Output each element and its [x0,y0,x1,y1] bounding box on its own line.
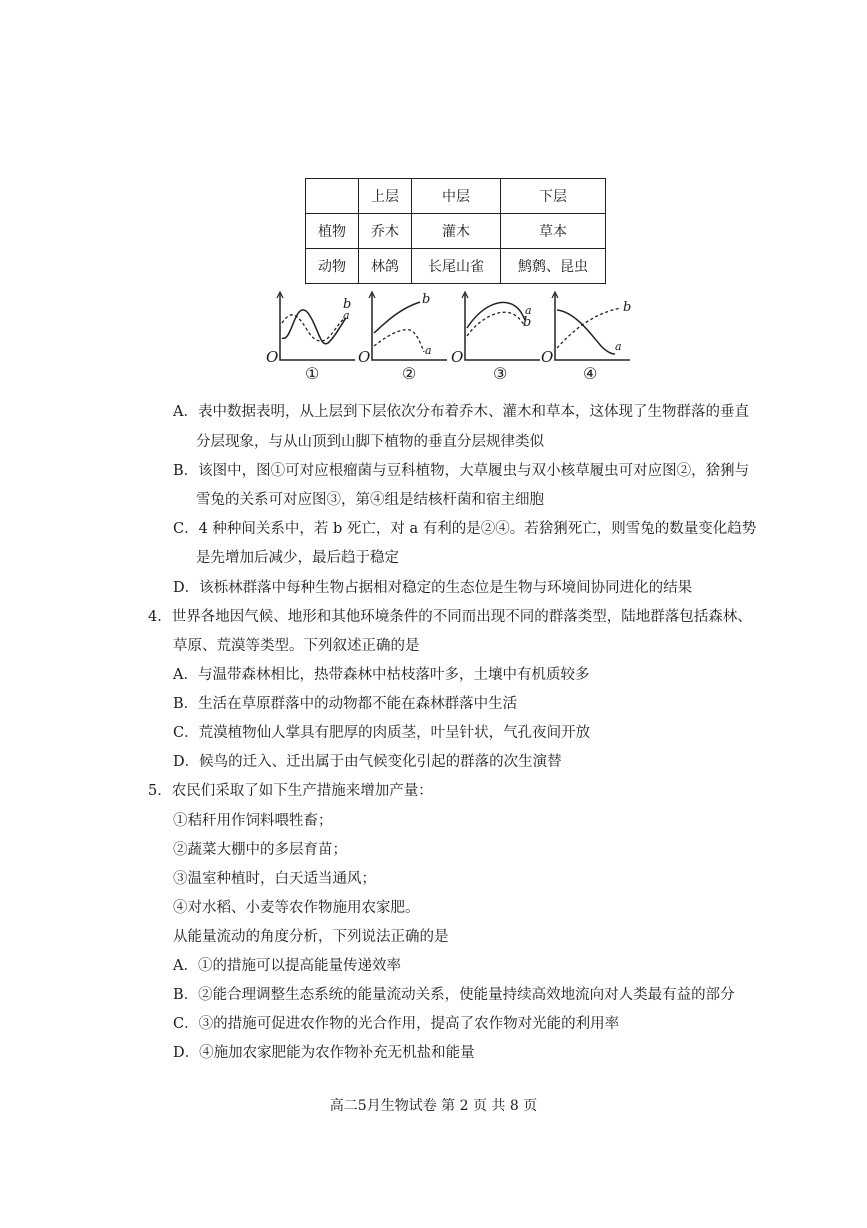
graph-label: ① [305,364,320,383]
q3-option-b: B．该图中，图①可对应根瘤菌与豆科植物，大草履虫与双小核草履虫可对应图②，猞猁与 [173,463,750,479]
table-row [306,249,606,284]
q5-option-d: D．④施加农家肥能为农作物补充无机盐和能量 [173,1045,475,1061]
curve-label: a [615,340,622,353]
origin-label: O [358,348,371,366]
q5-measure-3: ③温室种植时，白天适当通风； [173,871,376,887]
table-cell: 鹪鹩、昆虫 [501,249,606,284]
curve-label: b [422,292,431,307]
curve-b [374,302,420,333]
origin-label: O [541,348,554,366]
q4-stem-cont: 草原、荒漠等类型。下列叙述正确的是 [173,638,420,654]
table-cell: 中层 [412,179,501,214]
graph-label: ④ [583,364,598,383]
curve-label: b [523,315,532,330]
curve-label: a [425,344,432,357]
q5-option-a: A．①的措施可以提高能量传递效率 [173,958,401,974]
q4-option-b: B．生活在草原群落中的动物都不能在森林群落中生活 [173,696,518,712]
graph-3 [451,288,545,388]
q3-option-c: C．4 种种间关系中，若 b 死亡，对 a 有利的是②④。若猞猁死亡，则雪兔的数量变化趋势 [173,521,757,537]
curve-label: b [343,297,352,312]
graph-1 [266,288,360,388]
q4-option-a: A．与温带森林相比，热带森林中枯枝落叶多，土壤中有机质较多 [173,667,590,683]
table-cell: 长尾山雀 [412,249,501,284]
table-cell: 动物 [306,249,359,284]
curve-label: b [623,300,632,315]
graph-label: ③ [493,364,508,383]
graph-label: ② [402,364,417,383]
table-header-row [306,179,606,214]
table-cell: 乔木 [359,214,412,249]
origin-label: O [266,348,279,366]
table-row [306,214,606,249]
origin-label: O [451,348,464,366]
graph-2 [358,288,452,388]
graph-4 [541,288,635,388]
layer-table [305,178,606,284]
q4-stem: 4．世界各地因气候、地形和其他环境条件的不同而出现不同的群落类型，陆地群落包括森林、 [148,609,752,625]
curve-a [374,330,424,352]
q5-measure-4: ④对水稻、小麦等农作物施用农家肥。 [173,900,420,916]
graph-axes [372,294,447,360]
page-footer: 高二5月生物试卷 第 2 页 共 8 页 [329,1098,538,1114]
q5-measure-2: ②蔬菜大棚中的多层育苗； [173,842,347,858]
q5-option-b: B．②能合理调整生态系统的能量流动关系，使能量持续高效地流向对人类最有益的部分 [173,987,735,1003]
curve-a [557,310,615,354]
table-cell: 下层 [501,179,606,214]
table-cell: 草本 [501,214,606,249]
table-cell [306,179,359,214]
q5-question: 从能量流动的角度分析，下列说法正确的是 [173,929,449,945]
table-cell: 植物 [306,214,359,249]
curve-label: a [343,309,350,322]
q5-option-c: C．③的措施可促进农作物的光合作用，提高了农作物对光能的利用率 [173,1016,620,1032]
q3-option-b-cont: 雪兔的关系可对应图③，第④组是结核杆菌和宿主细胞 [196,492,544,508]
q4-option-c: C．荒漠植物仙人掌具有肥厚的肉质茎，叶呈针状，气孔夜间开放 [173,725,591,741]
q5-stem: 5．农民们采取了如下生产措施来增加产量： [148,783,433,799]
curve-label: a [525,304,532,317]
q4-option-d: D．候鸟的迁入、迁出属于由气候变化引起的群落的次生演替 [173,754,562,770]
q3-option-c-cont: 是先增加后减少，最后趋于稳定 [196,550,399,566]
q3-option-a: A．表中数据表明，从上层到下层依次分布着乔木、灌木和草本，这体现了生物群落的垂直 [173,404,749,420]
q3-option-a-cont: 分层现象，与从山顶到山脚下植物的垂直分层规律类似 [196,434,544,450]
curve-b [557,308,621,348]
q3-option-d: D．该栎林群落中每种生物占据相对稳定的生态位是生物与环境间协同进化的结果 [173,580,693,596]
table-cell: 灌木 [412,214,501,249]
curve-a [467,302,525,328]
table-cell: 上层 [359,179,412,214]
q5-measure-1: ①秸秆用作饲料喂牲畜； [173,813,333,829]
table-cell: 林鸽 [359,249,412,284]
